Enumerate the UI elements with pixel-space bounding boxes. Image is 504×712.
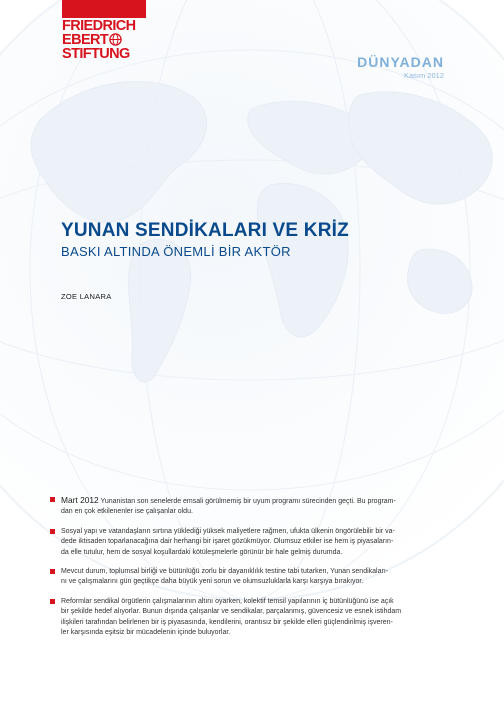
document-title: YUNAN SENDİKALARI VE KRİZ <box>61 220 349 241</box>
logo-line-2-text: EBERT <box>62 32 109 48</box>
series-title: DÜNYADAN <box>357 54 444 70</box>
bullet-line: Reformlar sendikal örgütlerin çalışmalarının altını oyarken, kolektif temsil yapılarının iç bütünlüğünü ise açık <box>61 597 394 605</box>
logo-line-1: FRIEDRICH <box>62 18 136 34</box>
author-name: ZOE LANARA <box>61 292 112 301</box>
bullet-text <box>61 495 450 518</box>
bullet-line: dan en çok etkilenenler ise çalışanlar oldu. <box>61 508 193 516</box>
list-item <box>50 597 450 639</box>
globe-icon <box>109 33 122 46</box>
bullet-text <box>61 597 450 639</box>
bullet-lead: Mart 2012 <box>61 495 99 505</box>
bullet-text <box>61 527 450 558</box>
logo-red-bar <box>62 0 146 18</box>
bullet-line <box>61 495 450 507</box>
list-item <box>50 527 450 558</box>
series-block <box>357 54 444 80</box>
bullet-line: ler karşısında eşitsiz bir mücadelenin içinde buluyorlar. <box>61 629 231 637</box>
bullet-square-icon <box>50 599 55 604</box>
logo-line-3: STIFTUNG <box>62 46 130 62</box>
bullet-line: bir şekilde hedef alıyorlar. Bunun dışında çalışanlar ve sendikalar, parçalanmış, güvencesiz ve esnek istihdam <box>61 608 402 616</box>
bullet-square-icon <box>50 497 55 502</box>
bullet-text <box>61 567 450 588</box>
list-item <box>50 567 450 588</box>
logo-line-2 <box>62 33 146 47</box>
fes-logo <box>62 0 146 61</box>
logo-wordmark <box>62 19 146 61</box>
bullet-line: dede iktisaden toparlanacağına dair herhangi bir işaret gözükmüyor. Olumsuz etkiler ise hem iş piyasaların- <box>61 538 394 546</box>
bullet-square-icon <box>50 529 55 534</box>
bullet-line: Sosyal yapı ve vatandaşların sırtına yüklediği yüksek maliyetlere rağmen, ufukta ülkenin öngörülebilir bir va- <box>61 527 395 535</box>
bullet-line-text: Yunanistan son senelerde emsali görülmemiş bir uyum programı sürecinden geçti. Bu program- <box>98 498 396 505</box>
bullet-line: ilişkileri tarafından belirlenen bir iş piyasasında, kendilerini, orantısız bir şekilde elleri güçlendirilmiş işveren- <box>61 618 393 626</box>
bullet-square-icon <box>50 569 55 574</box>
document-subtitle: BASKI ALTINDA ÖNEMLİ BİR AKTÖR <box>61 244 291 259</box>
series-date: Kasım 2012 <box>403 71 444 80</box>
summary-bullets <box>50 495 450 647</box>
bullet-line: da elle tutulur, hem de sosyal koşullardaki kötüleşmelerle görünür bir hale gelmiş durumda. <box>61 548 343 556</box>
bullet-line: Mevcut durum, toplumsal birliği ve bütünlüğü zorlu bir dayanıklılık testine tabi tutarken, Yunan sendikaları- <box>61 568 389 576</box>
bullet-line: nı ve çalışmalarını gün geçtikçe daha büyük yeni sorun ve olumsuzluklarla karşı karşıya bırakıyor. <box>61 578 364 586</box>
list-item <box>50 495 450 518</box>
